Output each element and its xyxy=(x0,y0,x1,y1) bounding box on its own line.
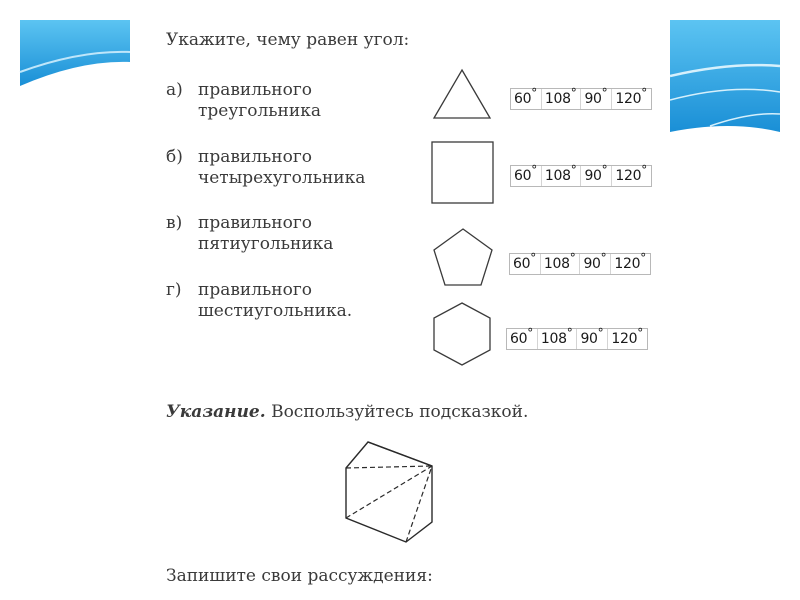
angle-option[interactable]: 90 ° xyxy=(580,254,611,274)
item-d xyxy=(166,280,352,322)
angle-options-a xyxy=(510,88,652,110)
angle-option[interactable]: 60 ° xyxy=(511,89,542,109)
hint-label: Указание. xyxy=(166,402,266,422)
item-line2: треугольника xyxy=(198,101,321,121)
hexagon-shape xyxy=(430,300,494,368)
item-line2: пятиугольника xyxy=(198,234,334,254)
angle-option[interactable]: 108 ° xyxy=(538,329,578,349)
item-letter: в) xyxy=(166,213,183,233)
item-letter: б) xyxy=(166,147,183,167)
decorative-wave-right xyxy=(670,0,800,140)
angle-option[interactable]: 108 ° xyxy=(542,89,582,109)
angle-option[interactable]: 90 ° xyxy=(581,89,612,109)
item-c xyxy=(166,213,333,255)
item-line1: правильного xyxy=(198,147,313,167)
angle-option[interactable]: 108 ° xyxy=(541,254,581,274)
angle-option[interactable]: 108 ° xyxy=(542,166,582,186)
hint-text: Воспользуйтесь подсказкой. xyxy=(271,402,529,422)
angle-options-d xyxy=(506,328,648,350)
item-letter: г) xyxy=(166,280,182,300)
write-reasoning-prompt: Запишите свои рассуждения: xyxy=(166,566,433,586)
item-letter: а) xyxy=(166,80,183,100)
square-shape xyxy=(430,140,496,206)
pentagon-shape xyxy=(430,226,496,288)
angle-option[interactable]: 120 ° xyxy=(612,89,651,109)
angle-option[interactable]: 120 ° xyxy=(611,254,650,274)
item-line2: четырехугольника xyxy=(198,168,366,188)
item-line1: правильного xyxy=(198,280,313,300)
triangle-shape xyxy=(432,68,492,120)
angle-options-b xyxy=(510,165,652,187)
hint-hexagon-diagram xyxy=(340,438,440,548)
item-line1: правильного xyxy=(198,80,313,100)
angle-option[interactable]: 90 ° xyxy=(581,166,612,186)
angle-option[interactable]: 60 ° xyxy=(507,329,538,349)
angle-option[interactable]: 60 ° xyxy=(510,254,541,274)
hint xyxy=(166,402,528,422)
angle-option[interactable]: 120 ° xyxy=(612,166,651,186)
angle-option[interactable]: 90 ° xyxy=(577,329,608,349)
angle-option[interactable]: 60 ° xyxy=(511,166,542,186)
task-title: Укажите, чему равен угол: xyxy=(166,30,410,50)
item-a xyxy=(166,80,321,122)
item-b xyxy=(166,147,365,189)
angle-options-c xyxy=(509,253,651,275)
decorative-wave-left xyxy=(0,0,130,95)
item-line1: правильного xyxy=(198,213,313,233)
angle-option[interactable]: 120 ° xyxy=(608,329,647,349)
item-line2: шестиугольника. xyxy=(198,301,353,321)
